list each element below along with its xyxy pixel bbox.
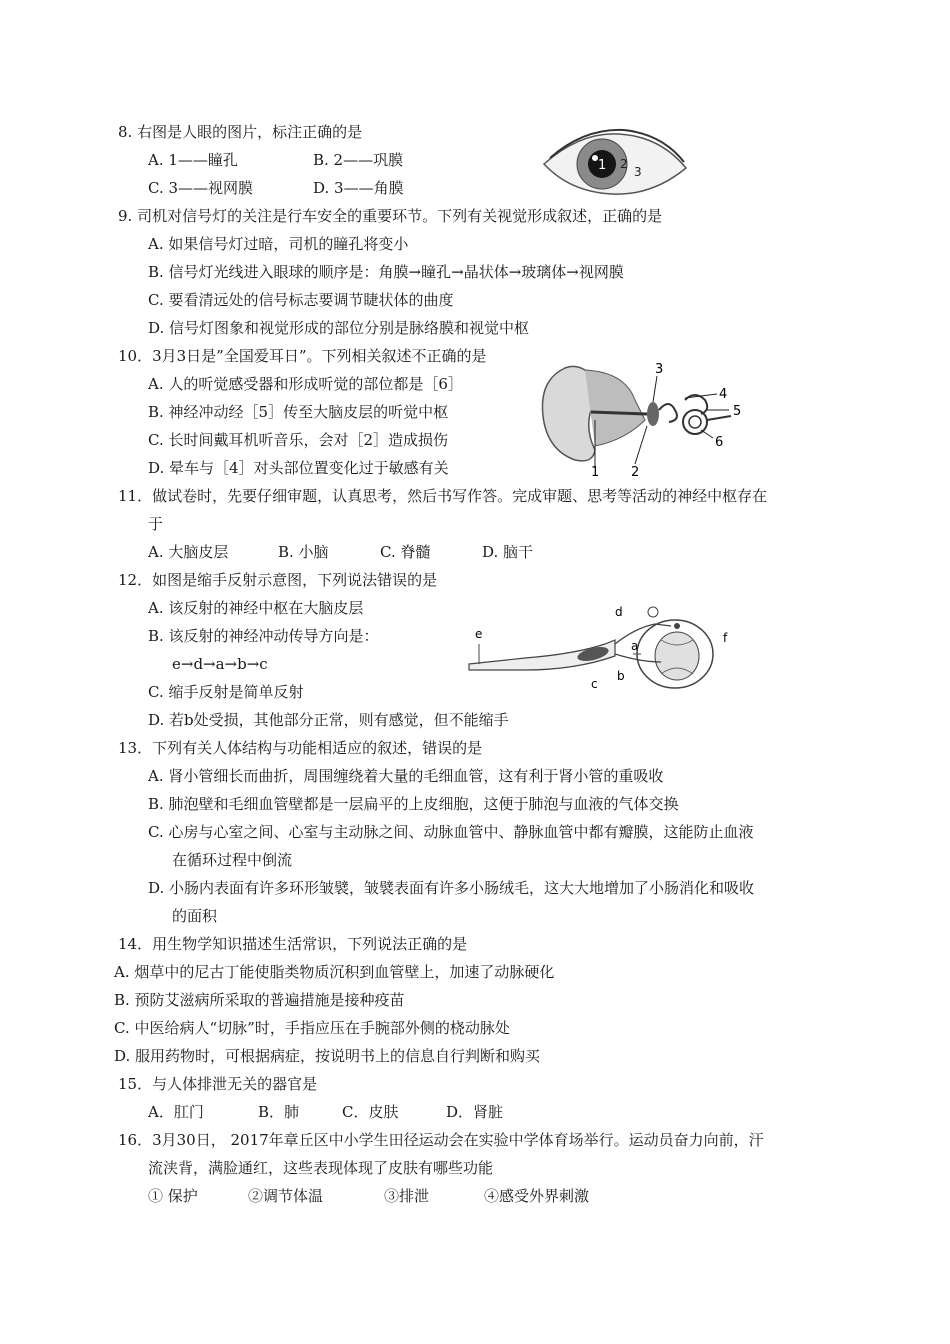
ear-label-4: 4 <box>719 387 728 402</box>
q15-stem: 15．与人体排泄无关的器官是 <box>118 1075 318 1093</box>
q9-option-b: B. 信号灯光线进入眼球的顺序是：角膜→瞳孔→晶状体→玻璃体→视网膜 <box>148 263 624 281</box>
q15-option-a: A．肛门 <box>148 1103 204 1121</box>
q13-stem: 13．下列有关人体结构与功能相适应的叙述，错误的是 <box>118 739 483 757</box>
reflex-label-b: b <box>617 669 625 683</box>
q16-stem: 16．3月30日， 2017年章丘区中小学生田径运动会在实验中学体育场举行。运动员奋力向前，汗 <box>118 1131 764 1149</box>
q8-option-c: C. 3——视网膜 <box>148 179 254 197</box>
q9-option-c: C. 要看清远处的信号标志要调节睫状体的曲度 <box>148 291 454 309</box>
q11-option-c: C. 脊髓 <box>380 543 431 561</box>
q8-option-a: A. 1——瞳孔 <box>148 151 238 169</box>
q11-option-a: A. 大脑皮层 <box>148 543 229 561</box>
q16-choice-4: ④感受外界刺激 <box>484 1187 590 1205</box>
eye-label-2: 2 <box>620 157 628 171</box>
q16-stem-cont: 流浃背，满脸通红，这些表现体现了皮肤有哪些功能 <box>148 1159 494 1177</box>
q11-option-b: B. 小脑 <box>278 543 329 561</box>
eye-label-1: 1 <box>598 158 607 173</box>
q13-option-a: A. 肾小管细长而曲折，周围缠绕着大量的毛细血管，这有利于肾小管的重吸收 <box>148 767 664 785</box>
q12-option-c: C. 缩手反射是简单反射 <box>148 683 304 701</box>
q12-option-a: A. 该反射的神经中枢在大脑皮层 <box>148 599 364 617</box>
reflex-label-e: e <box>475 627 483 641</box>
q10-option-c: C. 长时间戴耳机听音乐，会对［2］造成损伤 <box>148 431 449 449</box>
q8-stem: 8. 右图是人眼的图片，标注正确的是 <box>118 123 363 141</box>
q12-option-d: D. 若b处受损，其他部分正常，则有感觉，但不能缩手 <box>148 711 509 729</box>
q12-stem: 12．如图是缩手反射示意图，下列说法错误的是 <box>118 571 438 589</box>
ear-label-6: 6 <box>715 435 724 450</box>
q11-option-d: D. 脑干 <box>482 543 534 561</box>
q10-option-a: A. 人的听觉感受器和形成听觉的部位都是［6］ <box>148 375 463 393</box>
q10-stem: 10．3月3日是”全国爱耳日”。下列相关叙述不正确的是 <box>118 347 487 365</box>
ear-figure <box>535 360 755 478</box>
q9-stem: 9. 司机对信号灯的关注是行车安全的重要环节。下列有关视觉形成叙述，正确的是 <box>118 207 663 225</box>
eye-figure <box>540 128 690 198</box>
q12-option-b: B. 该反射的神经冲动传导方向是： <box>148 627 379 645</box>
q13-option-c-cont: 在循环过程中倒流 <box>172 851 293 869</box>
reflex-label-c: c <box>591 677 598 690</box>
q16-choice-1: ① 保护 <box>148 1187 198 1205</box>
reflex-label-f: f <box>723 631 728 645</box>
q16-choice-3: ③排泄 <box>384 1187 430 1205</box>
q9-option-a: A. 如果信号灯过暗，司机的瞳孔将变小 <box>148 235 409 253</box>
reflex-label-a: a <box>631 639 639 653</box>
reflex-label-d: d <box>615 605 623 619</box>
q10-option-b: B. 神经冲动经［5］传至大脑皮层的听觉中枢 <box>148 403 449 421</box>
ear-label-1: 1 <box>591 465 600 478</box>
q9-option-d: D. 信号灯图象和视觉形成的部位分别是脉络膜和视觉中枢 <box>148 319 530 337</box>
reflex-arc-figure <box>465 598 750 690</box>
eye-label-3: 3 <box>634 165 642 179</box>
q11-stem: 11．做试卷时，先要仔细审题，认真思考，然后书写作答。完成审题、思考等活动的神经中枢存在 <box>118 487 768 505</box>
q16-choice-2: ②调节体温 <box>248 1187 324 1205</box>
q11-stem-cont: 于 <box>148 515 164 533</box>
ear-label-5: 5 <box>733 404 742 419</box>
q8-option-b: B. 2——巩膜 <box>313 151 404 169</box>
q15-option-b: B．肺 <box>258 1103 300 1121</box>
q14-option-d: D. 服用药物时，可根据病症，按说明书上的信息自行判断和购买 <box>114 1047 541 1065</box>
q14-option-b: B. 预防艾滋病所采取的普遍措施是接种疫苗 <box>114 991 405 1009</box>
q10-option-d: D. 晕车与［4］对头部位置变化过于敏感有关 <box>148 459 449 477</box>
q13-option-d: D. 小肠内表面有许多环形皱襞，皱襞表面有许多小肠绒毛，这大大地增加了小肠消化和吸收 <box>148 879 755 897</box>
q8-option-d: D. 3——角膜 <box>313 179 404 197</box>
q15-option-d: D．肾脏 <box>446 1103 504 1121</box>
ear-label-2: 2 <box>631 465 640 478</box>
q13-option-b: B. 肺泡壁和毛细血管壁都是一层扁平的上皮细胞，这便于肺泡与血液的气体交换 <box>148 795 679 813</box>
ear-label-3: 3 <box>655 362 664 377</box>
q13-option-c: C. 心房与心室之间、心室与主动脉之间、动脉血管中、静脉血管中都有瓣膜，这能防止血液 <box>148 823 754 841</box>
q15-option-c: C．皮肤 <box>342 1103 399 1121</box>
q12-option-b-path: e→d→a→b→c <box>172 655 268 673</box>
q14-option-c: C. 中医给病人“切脉”时，手指应压在手腕部外侧的桡动脉处 <box>114 1019 510 1037</box>
q13-option-d-cont: 的面积 <box>172 907 218 925</box>
q14-option-a: A. 烟草中的尼古丁能使脂类物质沉积到血管壁上，加速了动脉硬化 <box>114 963 555 981</box>
q14-stem: 14．用生物学知识描述生活常识，下列说法正确的是 <box>118 935 468 953</box>
